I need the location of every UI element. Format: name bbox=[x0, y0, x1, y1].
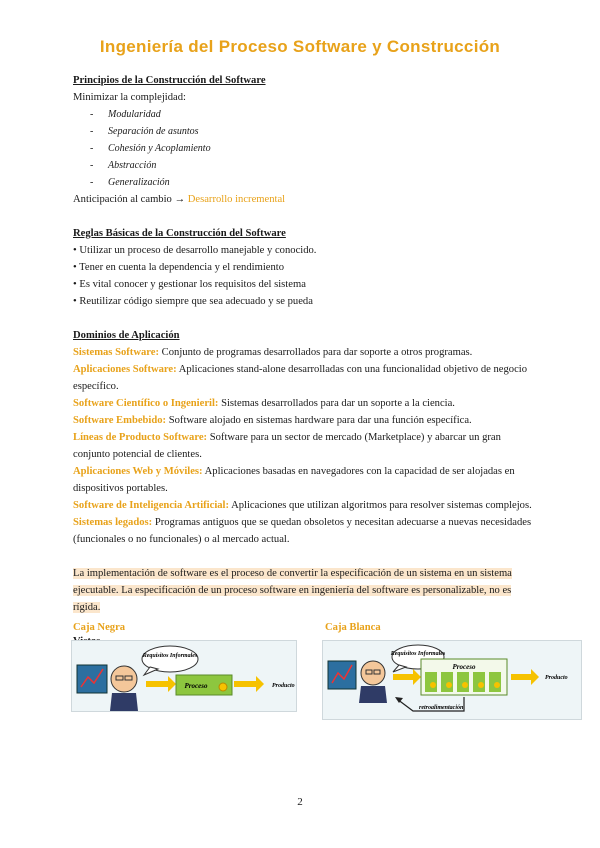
list-item: - Generalización bbox=[73, 174, 533, 191]
document-body bbox=[73, 72, 533, 650]
list-item: - Abstracción bbox=[73, 157, 533, 174]
gear-icon bbox=[462, 682, 468, 688]
caja-blanca-diagram bbox=[322, 640, 582, 720]
process-step bbox=[457, 672, 469, 692]
dominio-term: Sistemas Software: bbox=[73, 347, 160, 358]
dominio-item bbox=[73, 412, 533, 429]
gear-icon bbox=[430, 682, 436, 688]
dominio-item bbox=[73, 429, 533, 463]
section-heading-principios: Principios de la Construcción del Software bbox=[73, 75, 266, 86]
arrow-icon bbox=[393, 669, 421, 685]
dominio-item bbox=[73, 514, 533, 548]
section-heading-dominios: Dominios de Aplicación bbox=[73, 330, 180, 341]
dominio-text: Sistemas desarrollados para dar un soporte a la ciencia. bbox=[218, 398, 455, 409]
dominio-text: Aplicaciones stand-alone desarrolladas con una funcionalidad objetivo de negocio específico. bbox=[73, 364, 528, 392]
page-title: Ingeniería del Proceso Software y Construcción bbox=[99, 37, 501, 56]
process-step bbox=[473, 672, 485, 692]
dominio-text: Aplicaciones que utilizan algoritmos para resolver sistemas complejos. bbox=[229, 500, 532, 511]
gear-icon bbox=[219, 683, 227, 691]
dominio-term: Aplicaciones Web y Móviles: bbox=[73, 466, 203, 477]
person-face-icon bbox=[111, 666, 137, 692]
caja-negra-svg bbox=[72, 641, 296, 711]
arrow-icon bbox=[234, 676, 264, 692]
dominio-text: Programas antiguos que se quedan obsoletos y necesitan adecuarse a nuevas necesidades (funcionales o no funcionales) o al mercado actual. bbox=[73, 517, 532, 545]
dominio-item bbox=[73, 395, 533, 412]
dominio-item bbox=[73, 497, 533, 514]
bubble-text: Requisitos Informales bbox=[390, 651, 446, 657]
dominio-term: Líneas de Producto Software: bbox=[73, 432, 208, 443]
gear-icon bbox=[446, 682, 452, 688]
dominio-text: Software para un sector de mercado (Marketplace) y abarcar un gran conjunto potencial de clientes. bbox=[73, 432, 501, 460]
dominio-text: Aplicaciones basadas en navegadores con la capacidad de ser alojadas en dispositivos portables. bbox=[73, 466, 515, 494]
list-item: - Separación de asuntos bbox=[73, 123, 533, 140]
retro-label: retroalimentación bbox=[419, 705, 464, 711]
proceso-label: Proceso bbox=[452, 663, 476, 671]
list-item: - Cohesión y Acoplamiento bbox=[73, 140, 533, 157]
person-face-icon bbox=[361, 661, 385, 685]
caja-blanca-svg bbox=[323, 641, 581, 719]
dominio-item bbox=[73, 361, 533, 395]
process-step bbox=[489, 672, 501, 692]
dominio-item bbox=[73, 463, 533, 497]
process-step bbox=[441, 672, 453, 692]
highlight-text: La implementación de software es el proceso de convertir la especificación de un sistema en un sistema ejecutable. La especificación de un proceso software en ingeniería del software es personalizable, no es rígida. bbox=[73, 568, 512, 613]
principios-list bbox=[73, 106, 533, 191]
list-item: - Modularidad bbox=[73, 106, 533, 123]
list-item: • Tener en cuenta la dependencia y el rendimiento bbox=[73, 262, 285, 273]
caja-negra-label: Caja Negra bbox=[73, 622, 126, 633]
person-body-icon bbox=[110, 693, 138, 711]
anticipacion-line bbox=[73, 191, 533, 208]
dominio-text: Conjunto de programas desarrollados para dar soporte a otros programas. bbox=[159, 347, 473, 358]
dominio-term: Sistemas legados: bbox=[73, 517, 153, 528]
list-item: • Reutilizar código siempre que sea adecuado y se pueda bbox=[73, 296, 313, 307]
dominio-text: Software alojado en sistemas hardware para dar una función específica. bbox=[166, 415, 472, 426]
anticipacion-text: Anticipación al cambio → bbox=[73, 194, 188, 205]
dominio-term: Software Embebido: bbox=[73, 415, 167, 426]
dominio-item bbox=[73, 344, 533, 361]
anticipacion-highlight: Desarrollo incremental bbox=[187, 194, 286, 205]
section-heading-reglas: Reglas Básicas de la Construcción del Software bbox=[73, 228, 286, 239]
list-item: • Es vital conocer y gestionar los requisitos del sistema bbox=[73, 279, 306, 290]
dominio-term: Software de Inteligencia Artificial: bbox=[73, 500, 230, 511]
page-number: 2 bbox=[297, 796, 303, 808]
bubble-text: Requisitos Informales bbox=[142, 653, 198, 659]
gear-icon bbox=[478, 682, 484, 688]
dominio-term: Aplicaciones Software: bbox=[73, 364, 177, 375]
producto-label: Producto bbox=[272, 683, 295, 689]
dominio-term: Software Científico o Ingenieril: bbox=[73, 398, 219, 409]
highlighted-paragraph bbox=[73, 565, 533, 616]
person-body-icon bbox=[359, 686, 387, 703]
caja-blanca-label: Caja Blanca bbox=[325, 622, 381, 633]
process-step bbox=[425, 672, 437, 692]
gear-icon bbox=[494, 682, 500, 688]
arrow-icon bbox=[511, 669, 539, 685]
arrow-icon bbox=[146, 676, 176, 692]
principios-intro: Minimizar la complejidad: bbox=[73, 92, 186, 103]
proceso-label: Proceso bbox=[184, 682, 208, 690]
producto-label: Producto bbox=[545, 675, 568, 681]
list-item: • Utilizar un proceso de desarrollo manejable y conocido. bbox=[73, 245, 317, 256]
caja-negra-diagram bbox=[71, 640, 297, 712]
